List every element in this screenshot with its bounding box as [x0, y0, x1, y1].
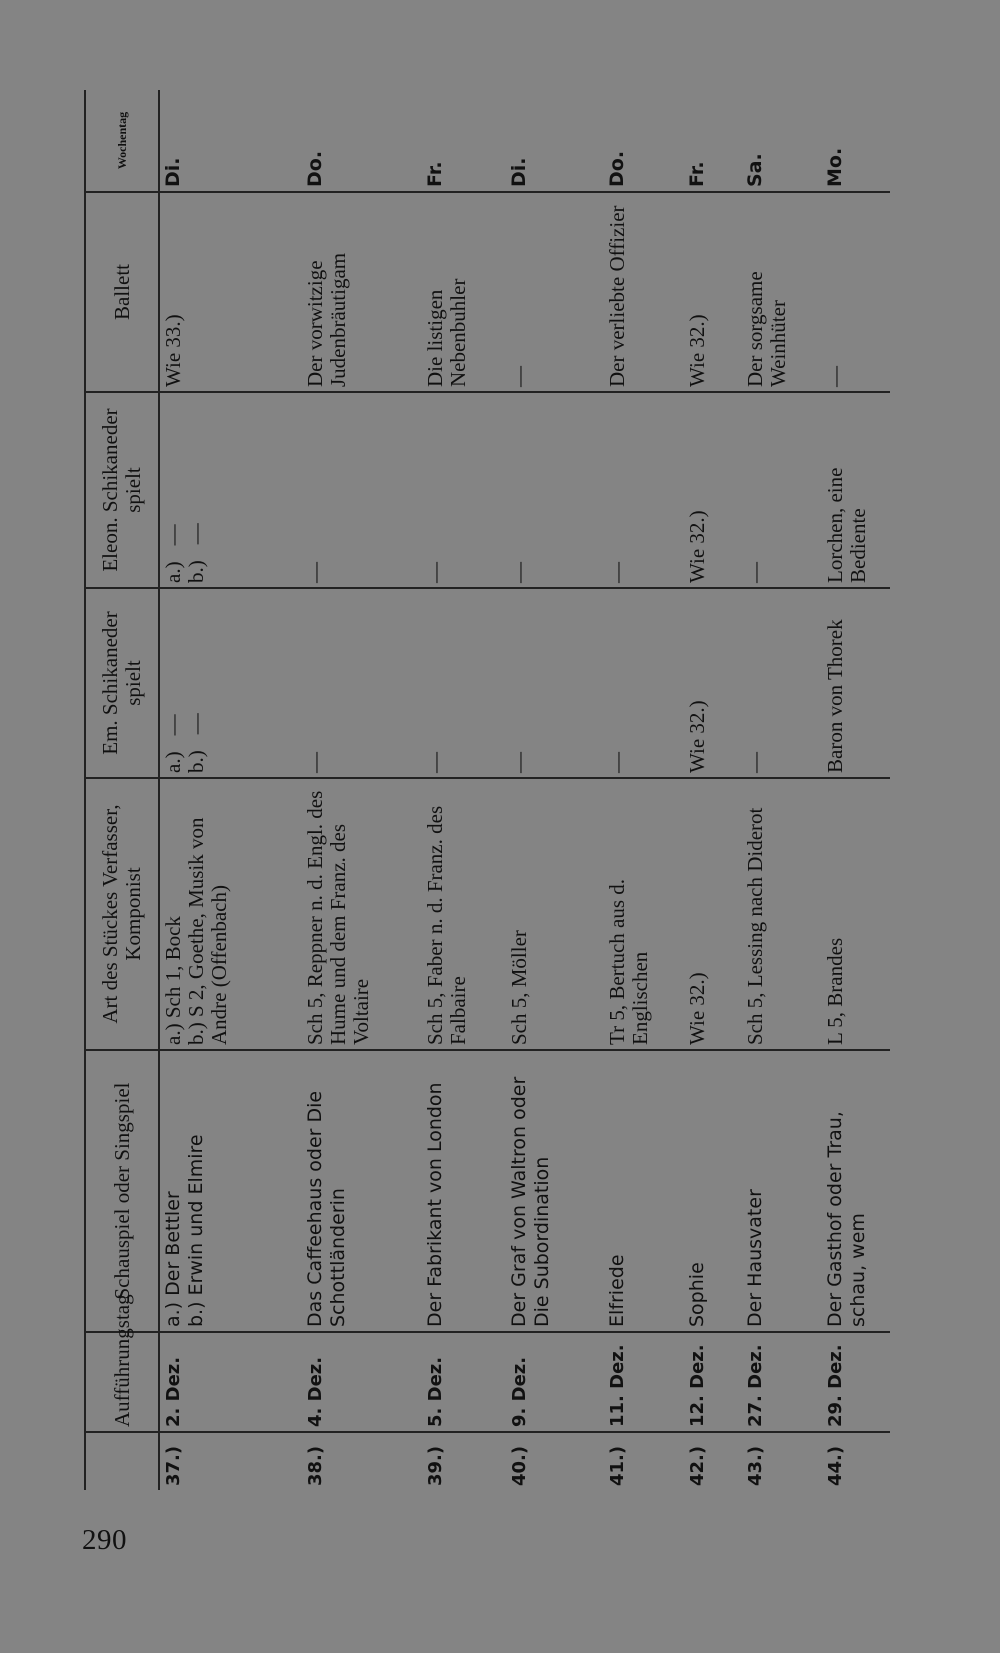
row-eleon: Lorchen, eine Bediente: [822, 392, 890, 588]
row-weekday: Di.: [159, 90, 302, 192]
row-art: Sch 5, Reppner n. d. Engl. des Hume und dem Franz. des Voltaire: [302, 778, 422, 1050]
row-art-a: a.) Sch 1, Bock: [161, 916, 185, 1045]
row-em: [159, 588, 302, 778]
row-date: 5. Dez.: [422, 1332, 506, 1432]
row-ballett: Der sorgsame Weinhüter: [742, 192, 822, 392]
row-number: 39.): [425, 1445, 446, 1486]
row-em: —: [506, 588, 604, 778]
header-title: Schauspiel oder Singspiel: [85, 1050, 159, 1332]
row-eleon: Wie 32.): [684, 392, 742, 588]
row-title-b: b.) Erwin und Elmire: [185, 1134, 207, 1327]
row-ballett: —: [506, 192, 604, 392]
header-wochentag: Wochentag: [85, 90, 159, 192]
row-art-b: b.) S 2, Goethe, Musik von Andre (Offenbach): [184, 817, 231, 1045]
row-eleon: —: [506, 392, 604, 588]
row-em: —: [302, 588, 422, 778]
row-eleon-a: a.)—: [161, 524, 185, 583]
row-art: Sch 5, Faber n. d. Franz. des Falbaire: [422, 778, 506, 1050]
table-row: [684, 90, 742, 1490]
table-row: [742, 90, 822, 1490]
row-art: Tr 5, Bertuch aus d. Englischen: [604, 778, 684, 1050]
header-row: [85, 90, 159, 1490]
page-number: 290: [82, 1524, 127, 1556]
row-weekday: Mo.: [822, 90, 890, 192]
row-eleon: —: [422, 392, 506, 588]
row-number: 41.): [607, 1445, 628, 1486]
table-row: [604, 90, 684, 1490]
row-weekday: Di.: [506, 90, 604, 192]
row-number: 38.): [305, 1445, 326, 1486]
row-title: Der Graf von Waltron oder Die Subordination: [506, 1050, 604, 1332]
row-date: 2. Dez.: [159, 1332, 302, 1432]
table-row: [822, 90, 890, 1490]
header-em-schikaneder: Em. Schikaneder spielt: [85, 588, 159, 778]
row-ballett: Wie 33.): [159, 192, 302, 392]
row-em: Baron von Thorek: [822, 588, 890, 778]
header-number: [85, 1432, 159, 1490]
row-em: —: [742, 588, 822, 778]
row-ballett: Wie 32.): [684, 192, 742, 392]
row-eleon: —: [302, 392, 422, 588]
row-em-b: b.)—: [184, 713, 208, 773]
row-weekday: Sa.: [742, 90, 822, 192]
row-em: Wie 32.): [684, 588, 742, 778]
row-ballett: —: [822, 192, 890, 392]
row-eleon-b: b.)—: [184, 523, 208, 583]
row-title: Elfriede: [604, 1050, 684, 1332]
header-date: Aufführungstag: [85, 1332, 159, 1432]
row-art: [159, 778, 302, 1050]
header-art: Art des Stückes Verfasser, Komponist: [85, 778, 159, 1050]
row-em: —: [604, 588, 684, 778]
row-title: Das Caffeehaus oder Die Schottländerin: [302, 1050, 422, 1332]
row-art: Wie 32.): [684, 778, 742, 1050]
row-ballett: Der verliebte Offizier: [604, 192, 684, 392]
row-title: Der Hausvater: [742, 1050, 822, 1332]
table-row: [159, 90, 302, 1490]
row-eleon: —: [742, 392, 822, 588]
row-date: 29. Dez.: [822, 1332, 890, 1432]
row-date: 9. Dez.: [506, 1332, 604, 1432]
row-title-a: a.) Der Bettler: [162, 1191, 184, 1327]
row-number: 37.): [163, 1445, 184, 1486]
row-weekday: Fr.: [422, 90, 506, 192]
row-number: 42.): [687, 1445, 708, 1486]
table-row: [302, 90, 422, 1490]
row-title: Sophie: [684, 1050, 742, 1332]
row-title: Der Gasthof oder Trau, schau, wem: [822, 1050, 890, 1332]
row-eleon: [159, 392, 302, 588]
row-title: [159, 1050, 302, 1332]
row-ballett: Der vorwitzige Judenbräutigam: [302, 192, 422, 392]
row-number: 44.): [825, 1445, 846, 1486]
row-art: Sch 5, Möller: [506, 778, 604, 1050]
table-row: [506, 90, 604, 1490]
row-eleon: —: [604, 392, 684, 588]
row-date: 27. Dez.: [742, 1332, 822, 1432]
row-art: L 5, Brandes: [822, 778, 890, 1050]
row-em-a: a.)—: [161, 714, 185, 773]
performance-table-rotated: [84, 90, 924, 1490]
row-art: Sch 5, Lessing nach Diderot: [742, 778, 822, 1050]
header-ballett: Ballett: [85, 192, 159, 392]
row-weekday: Do.: [302, 90, 422, 192]
row-date: 4. Dez.: [302, 1332, 422, 1432]
row-weekday: Fr.: [684, 90, 742, 192]
row-date: 12. Dez.: [684, 1332, 742, 1432]
performance-table: [84, 90, 890, 1490]
row-ballett: Die listigen Nebenbuhler: [422, 192, 506, 392]
header-eleon-schikaneder: Eleon. Schikaneder spielt: [85, 392, 159, 588]
row-title: Der Fabrikant von London: [422, 1050, 506, 1332]
row-em: —: [422, 588, 506, 778]
row-date: 11. Dez.: [604, 1332, 684, 1432]
row-number: 40.): [509, 1445, 530, 1486]
row-number: 43.): [745, 1445, 766, 1486]
row-weekday: Do.: [604, 90, 684, 192]
table-row: [422, 90, 506, 1490]
